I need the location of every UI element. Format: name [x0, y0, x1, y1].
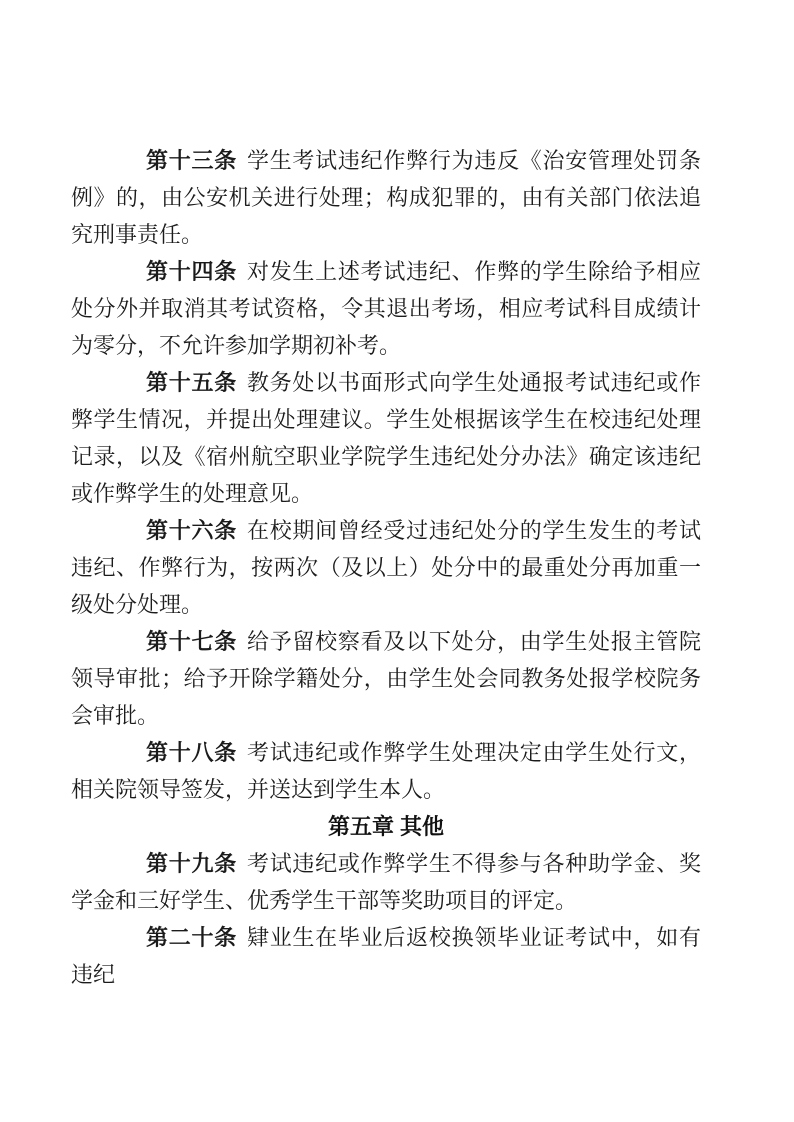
- article-18-number: 第十八条: [146, 740, 237, 765]
- article-16-paragraph: [71, 512, 701, 623]
- article-13-paragraph: [71, 142, 701, 253]
- article-19-number: 第十九条: [146, 851, 237, 876]
- article-15-number: 第十五条: [146, 370, 237, 395]
- article-15-text: 教务处以书面形式向学生处通报考试违纪或作弊学生情况，并提出处理建议。学生处根据该学生在校违纪处理记录，以及《宿州航空职业学院学生违纪处分办法》确定该违纪或作弊学生的处理意见。: [71, 370, 701, 506]
- article-14-paragraph: [71, 253, 701, 364]
- chapter-five-heading: 第五章 其他: [327, 814, 445, 839]
- article-18-text: 考试违纪或作弊学生处理决定由学生处行文，相关院领导签发，并送达到学生本人。: [71, 740, 701, 802]
- article-13-number: 第十三条: [146, 148, 237, 173]
- article-16-number: 第十六条: [146, 518, 237, 543]
- article-17-text: 给予留校察看及以下处分，由学生处报主管院领导审批；给予开除学籍处分，由学生处会同教务处报学校院务会审批。: [71, 629, 701, 728]
- article-19-text: 考试违纪或作弊学生不得参与各种助学金、奖学金和三好学生、优秀学生干部等奖助项目的评定。: [71, 851, 701, 913]
- article-17-number: 第十七条: [146, 629, 237, 654]
- document-content: [71, 142, 701, 993]
- article-14-number: 第十四条: [146, 259, 237, 284]
- article-13-text: 学生考试违纪作弊行为违反《治安管理处罚条例》的，由公安机关进行处理；构成犯罪的，由有关部门依法追究刑事责任。: [71, 148, 701, 247]
- article-20-paragraph: [71, 919, 701, 993]
- article-20-text: 肄业生在毕业后返校换领毕业证考试中，如有违纪: [71, 925, 701, 987]
- article-17-paragraph: [71, 623, 701, 734]
- article-15-paragraph: [71, 364, 701, 512]
- article-18-paragraph: [71, 734, 701, 808]
- article-16-text: 在校期间曾经受过违纪处分的学生发生的考试违纪、作弊行为，按两次（及以上）处分中的最重处分再加重一级处分处理。: [71, 518, 701, 617]
- article-20-number: 第二十条: [146, 925, 237, 950]
- article-19-paragraph: [71, 845, 701, 919]
- article-14-text: 对发生上述考试违纪、作弊的学生除给予相应处分外并取消其考试资格，令其退出考场，相应考试科目成绩计为零分，不允许参加学期初补考。: [71, 259, 701, 358]
